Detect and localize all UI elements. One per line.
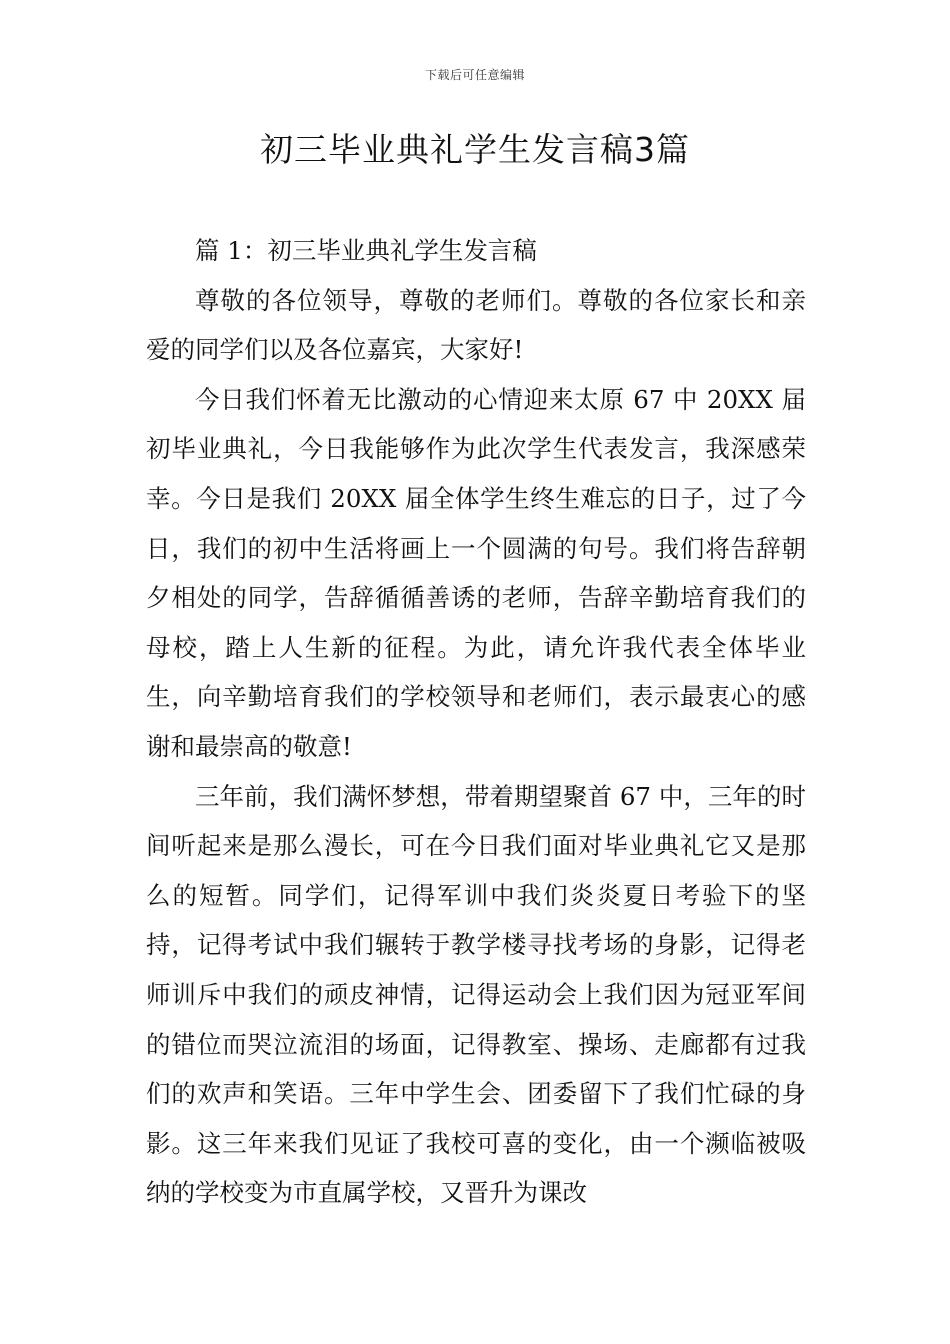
document-body (146, 226, 806, 1218)
header-note: 下载后可任意编辑 (424, 68, 525, 82)
paragraph-ceremony: 今日我们怀着无比激动的心情迎来太原 67 中 20XX 届初毕业典礼，今日我能够作为此次学生代表发言，我深感荣幸。今日是我们 20XX 届全体学生终生难忘的日子，过了今日，我们的初中生活将画上一个圆满的句号。我们将告辞朝夕相处的同学，告辞循循善诱的老师，告辞辛勤培育我们的母校，踏上人生新的征程。为此，请允许我代表全体毕业生，向辛勤培育我们的学校领导和老师们，表示最衷心的感谢和最崇高的敬意! (146, 384, 806, 761)
section-heading: 篇 1：初三毕业典礼学生发言稿 (195, 236, 537, 265)
paragraph-greeting: 尊敬的各位领导，尊敬的老师们。尊敬的各位家长和亲爱的同学们以及各位嘉宾，大家好! (146, 285, 806, 365)
document-title: 初三毕业典礼学生发言稿3篇 (260, 130, 690, 169)
paragraph-memories: 三年前，我们满怀梦想，带着期望聚首 67 中，三年的时间听起来是那么漫长，可在今日我们面对毕业典礼它又是那么的短暂。同学们，记得军训中我们炎炎夏日考验下的坚持，记得考试中我们辗转于教学楼寻找考场的身影，记得老师训斥中我们的顽皮神情，记得运动会上我们因为冠亚军间的错位而哭泣流泪的场面，记得教室、操场、走廊都有过我们的欢声和笑语。三年中学生会、团委留下了我们忙碌的身影。这三年来我们见证了我校可喜的变化，由一个濒临被吸纳的学校变为市直属学校，又晋升为课改 (146, 781, 806, 1208)
